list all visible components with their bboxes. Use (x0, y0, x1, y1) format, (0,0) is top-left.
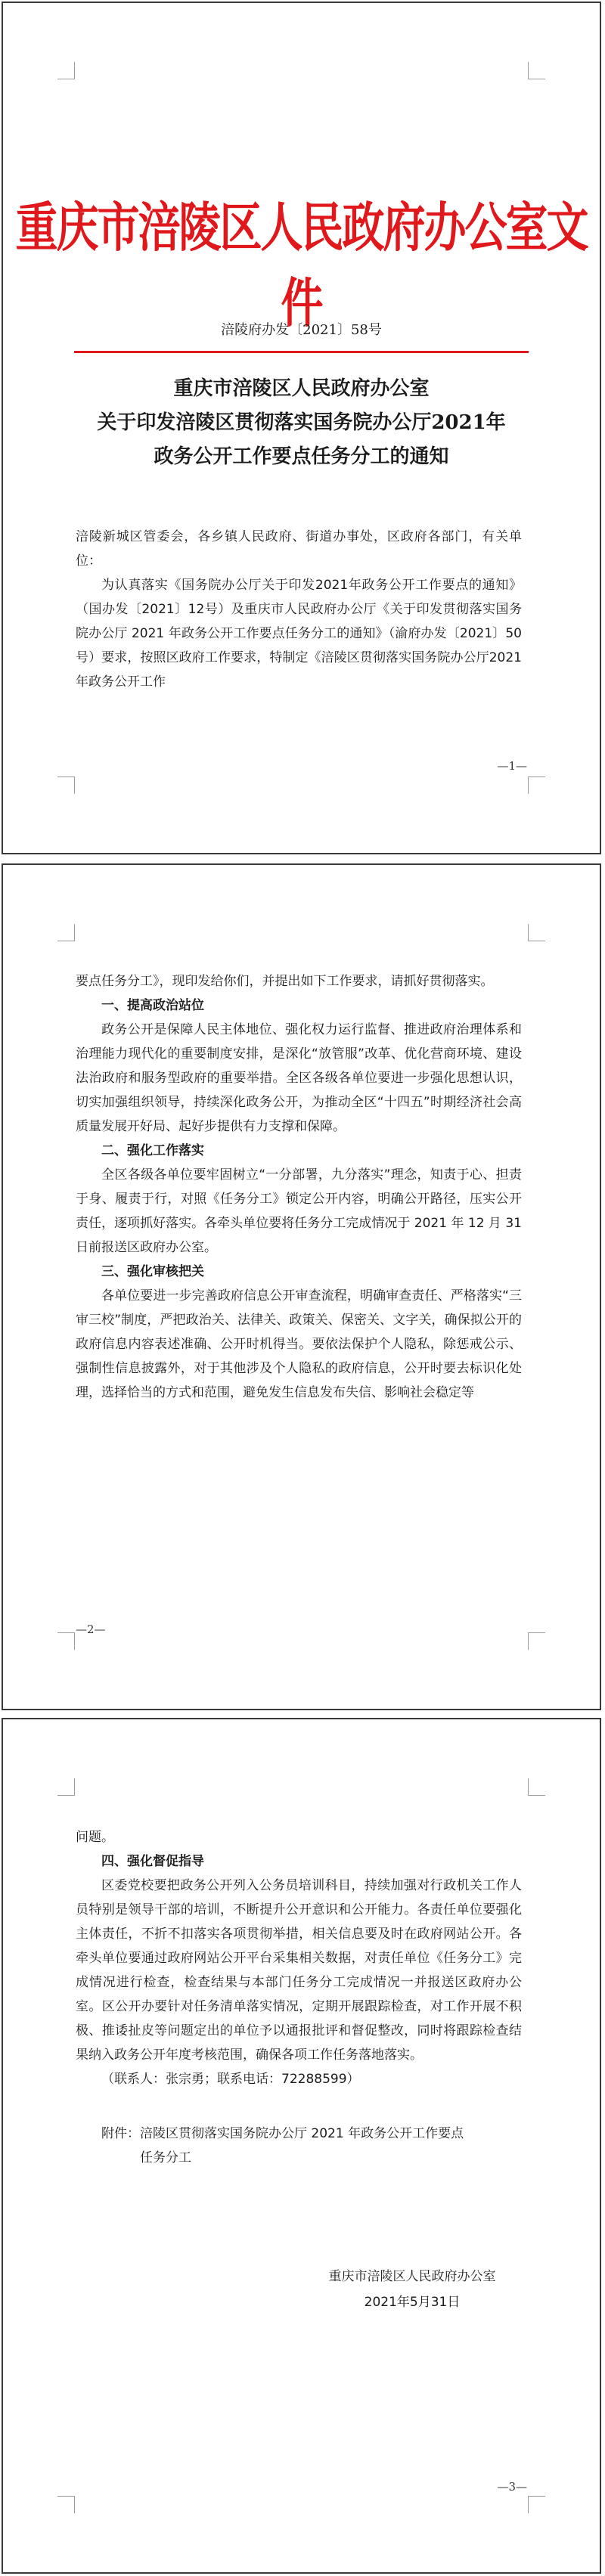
section-heading: 二、强化工作落实 (101, 1143, 204, 1158)
signature-block (302, 2264, 522, 2315)
issue-date: 2021年5月31日 (364, 2295, 461, 2310)
body-text (76, 969, 522, 1405)
paragraph: 各单位要进一步完善政府信息公开审查流程，明确审查责任、严格落实“三审三校”制度，严把政治关、法律关、政策关、保密关、文字关，确保拟公开的政府信息内容表述准确、公开时机得当。要依法保护个人隐私，除惩戒公示、强制性信息披露外，对于其他涉及个人隐私的政府信息，公开时要去标识化处理，选择恰当的方式和范围，避免发生信息发布失信、影响社会稳定等 (76, 1288, 522, 1400)
paragraph: 要点任务分工》，现印发给你们，并提出如下工作要求，请抓好贯彻落实。 (76, 974, 494, 989)
crop-mark (57, 2496, 75, 2513)
page-number: —2— (76, 1623, 106, 1636)
paragraph: 为认真落实《国务院办公厅关于印发2021年政务公开工作要点的通知》（国办发〔2021〕12号）及重庆市人民政府办公厅《关于印发贯彻落实国务院办公厅 2021 年政务公开工作要点任务分工的通知》（渝府办发〔2021〕50号）要求，按照区政府工作要求，特制定《涪陵区贯彻落实国务院办公厅2021年政务公开工作 (76, 578, 522, 690)
paragraph: 政务公开是保障人民主体地位、强化权力运行监督、推进政府治理体系和治理能力现代化的重要制度安排，是深化“放管服”改革、优化营商环境、建设法治政府和服务型政府的重要举措。全区各级各单位要进一步强化思想认识，切实加强组织领导，持续深化政务公开，为推动全区“十四五”时期经济社会高质量发展开好局、起好步提供有力支撑和保障。 (76, 1022, 522, 1134)
body-text (76, 525, 522, 694)
notice-title-line: 关于印发涪陵区贯彻落实国务院办公厅2021年 (97, 411, 506, 434)
paragraph: 全区各级各单位要牢固树立“一分部署，九分落实”理念，知责于心、担责于身、履责于行，对照《任务分工》锁定公开内容，明确公开路径，压实公开责任，逐项抓好落实。各牵头单位要将任务分工完成情况于 2021 年 12 月 31 日前报送区政府办公室。 (76, 1167, 522, 1255)
attachment-item: 涪陵区贯彻落实国务院办公厅 2021 年政务公开工作要点任务分工 (140, 2126, 464, 2165)
section-heading: 三、强化审核把关 (101, 1264, 204, 1279)
paragraph: 区委党校要把政务公开列入公务员培训科目，持续加强对行政机关工作人员特别是领导干部的培训，不断提升公开意识和公开能力。各责任单位要强化主体责任，不折不扣落实各项贯彻举措，相关信息要及时在政府网站公开。各牵头单位要通过政府网站公开平台采集相关数据，对责任单位《任务分工》完成情况进行检查，检查结果与本部门任务分工完成情况一并报送区政府办公室。区公开办要针对任务清单落实情况，定期开展跟踪检查，对工作开展不积极、推诿扯皮等问题定出的单位予以通报批评和督促整改，同时将跟踪检查结果纳入政务公开年度考核范围，确保各项工作任务落地落实。 (76, 1878, 522, 2063)
addressee: 涪陵新城区管委会，各乡镇人民政府、街道办事处，区政府各部门，有关单位： (76, 529, 522, 569)
document-page-2 (2, 863, 601, 1710)
crop-mark (528, 777, 545, 794)
crop-mark (528, 924, 545, 941)
crop-mark (57, 1632, 75, 1650)
red-separator-line (74, 351, 529, 353)
issuing-organization: 重庆市涪陵区人民政府办公室 (328, 2269, 496, 2284)
section-heading: 一、提高政治站位 (101, 998, 204, 1013)
body-text (76, 1825, 522, 2091)
crop-mark (528, 62, 545, 79)
document-header-title: 重庆市涪陵区人民政府办公室文件 (15, 196, 588, 335)
crop-mark (57, 1778, 75, 1796)
crop-mark (528, 1632, 545, 1650)
attachment-label: 附件： (101, 2126, 140, 2141)
document-page-1 (2, 2, 601, 854)
crop-mark (57, 62, 75, 79)
crop-mark (57, 777, 75, 794)
crop-mark (528, 1778, 545, 1796)
page-number: —1— (497, 759, 527, 773)
paragraph: 问题。 (76, 1830, 114, 1845)
section-heading: 四、强化督促指导 (101, 1854, 204, 1869)
notice-title-line: 重庆市涪陵区人民政府办公室 (173, 377, 430, 400)
crop-mark (57, 924, 75, 941)
page-number: —3— (497, 2480, 527, 2494)
document-page-3 (2, 1718, 601, 2574)
crop-mark (528, 2496, 545, 2513)
document-number: 涪陵府办发〔2021〕58号 (221, 322, 382, 338)
contact-info: （联系人：张宗勇；联系电话：72288599） (101, 2072, 360, 2087)
notice-title-line: 政务公开工作要点任务分工的通知 (154, 445, 449, 468)
notice-title (48, 372, 554, 474)
attachment-note (101, 2122, 495, 2170)
